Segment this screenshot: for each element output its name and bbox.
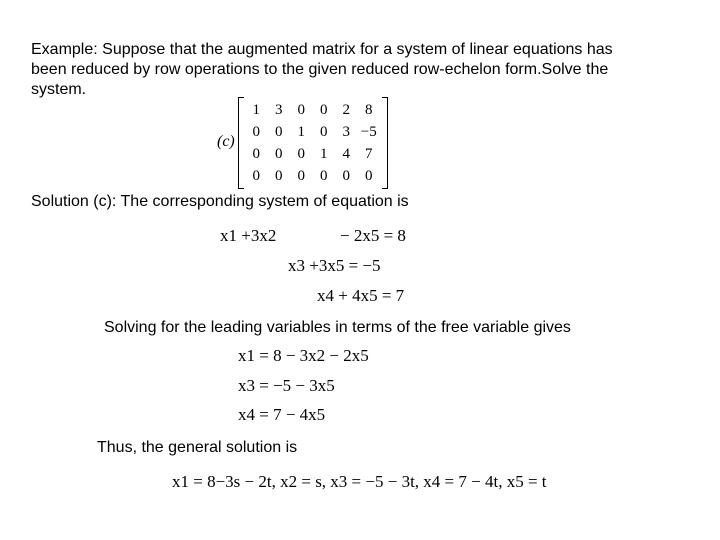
matrix-cell: 0	[275, 145, 283, 162]
leading-equation-1: x1 = 8 − 3x2 − 2x5	[238, 346, 369, 365]
solving-text: Solving for the leading variables in terms of the free variable gives	[104, 319, 571, 336]
matrix-cell: 0	[275, 167, 283, 184]
matrix-cell: 0	[365, 167, 373, 184]
matrix-cell: 0	[320, 123, 328, 140]
example-line-3: system.	[31, 81, 87, 98]
matrix-row	[245, 121, 380, 143]
system-equation-2: x3 +3x5 = −5	[288, 256, 381, 275]
matrix-cell: 2	[342, 101, 350, 118]
system-equation-3: x4 + 4x5 = 7	[317, 286, 405, 305]
leading-equation-3: x4 = 7 − 4x5	[238, 405, 326, 424]
matrix-cell: 0	[297, 145, 305, 162]
matrix-cell: 0	[252, 145, 260, 162]
matrix-cell: 3	[275, 101, 283, 118]
matrix-cell: 8	[365, 101, 373, 118]
matrix-cell: 0	[320, 101, 328, 118]
matrix-cell: 0	[297, 167, 305, 184]
matrix-cell: 0	[342, 167, 350, 184]
matrix-cell: 1	[297, 123, 305, 140]
example-statement	[31, 40, 691, 100]
matrix-cell: 3	[342, 123, 350, 140]
matrix-table	[245, 99, 380, 187]
matrix-cell: 0	[252, 123, 260, 140]
solution-intro: Solution (c): The corresponding system of equation is	[31, 193, 409, 210]
matrix-cell: 4	[342, 145, 350, 162]
matrix-cell: 7	[365, 145, 373, 162]
matrix-cell: −5	[360, 123, 377, 140]
matrix-row	[245, 165, 380, 187]
thus-text: Thus, the general solution is	[97, 439, 298, 456]
matrix-cell: 0	[320, 167, 328, 184]
matrix-cell: 0	[252, 167, 260, 184]
matrix-cell: 1	[320, 145, 328, 162]
general-solution: x1 = 8−3s − 2t, x2 = s, x3 = −5 − 3t, x4 = 7 − 4t, x5 = t	[172, 472, 547, 491]
example-line-2: been reduced by row operations to the given reduced row-echelon form.Solve the	[31, 61, 609, 78]
matrix-label: (c)	[217, 133, 235, 150]
matrix-row	[245, 99, 380, 121]
system-equation-1-left: x1 +3x2	[220, 226, 277, 245]
example-line-1: Example: Suppose that the augmented matrix for a system of linear equations has	[31, 41, 613, 58]
matrix-cell: 0	[297, 101, 305, 118]
matrix-row	[245, 143, 380, 165]
leading-equation-2: x3 = −5 − 3x5	[238, 376, 335, 395]
augmented-matrix	[238, 97, 388, 189]
system-equation-1-right: − 2x5 = 8	[340, 226, 406, 245]
matrix-cell: 1	[252, 101, 260, 118]
matrix-cell: 0	[275, 123, 283, 140]
